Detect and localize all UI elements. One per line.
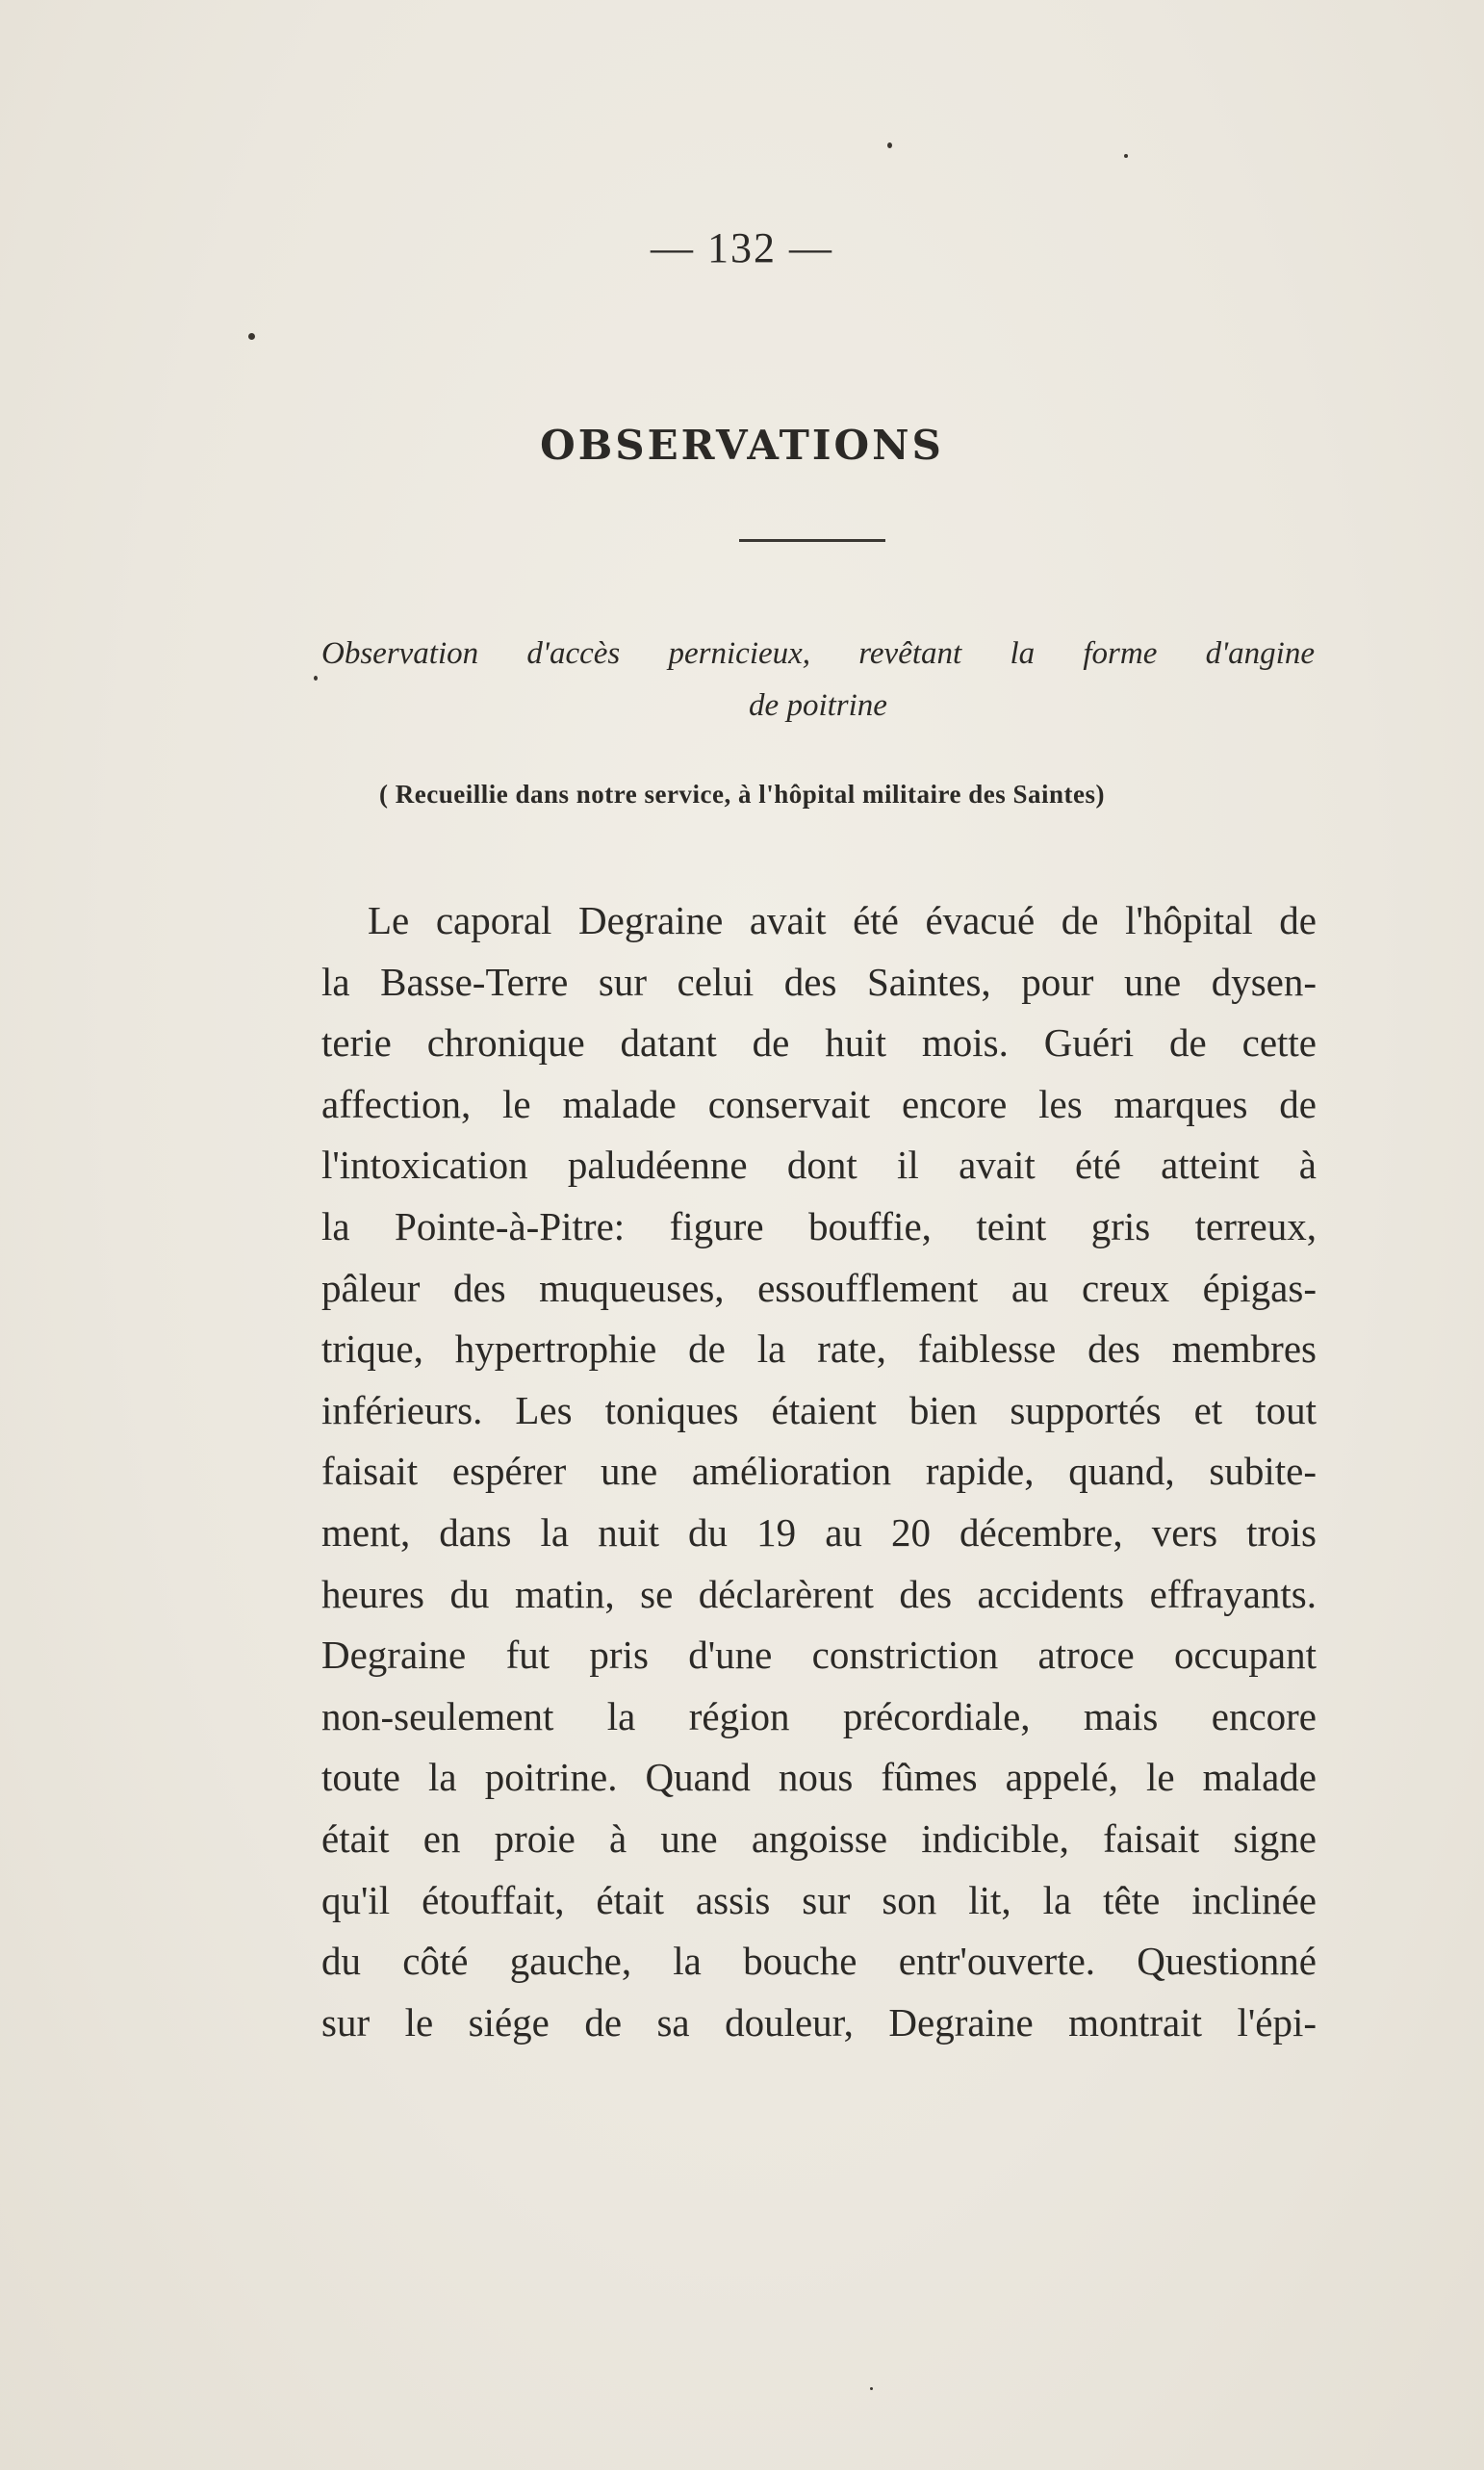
title-divider xyxy=(739,539,885,542)
observation-subtitle: ( Recueillie dans notre service, à l'hôpital militaire des Saintes) xyxy=(379,780,1105,809)
text-line: ment, dans la nuit du 19 au 20 décembre, vers trois xyxy=(321,1509,1317,1555)
body-paragraph xyxy=(321,890,1317,2053)
page-number: — 132 — xyxy=(651,224,833,271)
text-line: trique, hypertrophie de la rate, faiblesse des membres xyxy=(321,1326,1317,1372)
text-line: affection, le malade conservait encore les marques de xyxy=(321,1081,1317,1126)
text-line: la Pointe-à-Pitre: figure bouffie, teint gris terreux, xyxy=(321,1203,1317,1248)
observation-title-line-1: Observation d'accès pernicieux, revêtant la forme d'angine xyxy=(321,636,1315,671)
observation-title xyxy=(321,628,1315,732)
text-line: Le caporal Degraine avait été évacué de l'hôpital de xyxy=(368,898,1317,942)
observation-title-line-2: de poitrine xyxy=(749,688,887,723)
text-line: inférieurs. Les toniques étaient bien supportés et tout xyxy=(321,1387,1317,1432)
text-line: était en proie à une angoisse indicible, faisait signe xyxy=(321,1815,1317,1861)
text-line: Degraine fut pris d'une constriction atroce occupant xyxy=(321,1633,1317,1678)
text-line: sur le siége de sa douleur, Degraine montrait l'épi- xyxy=(321,1999,1317,2045)
text-line: faisait espérer une amélioration rapide, quand, subite- xyxy=(321,1449,1317,1494)
text-line: terie chronique datant de huit mois. Guéri de cette xyxy=(321,1020,1317,1066)
text-line: pâleur des muqueuses, essoufflement au creux épigas- xyxy=(321,1265,1317,1310)
text-line: l'intoxication paludéenne dont il avait été atteint à xyxy=(321,1143,1317,1188)
text-line: toute la poitrine. Quand nous fûmes appelé, le malade xyxy=(321,1755,1317,1800)
text-line: non-seulement la région précordiale, mais encore xyxy=(321,1693,1317,1738)
text-line: la Basse-Terre sur celui des Saintes, pour une dysen- xyxy=(321,959,1317,1004)
text-line: du côté gauche, la bouche entr'ouverte. Questionné xyxy=(321,1939,1317,1984)
text-line: heures du matin, se déclarèrent des accidents effrayants. xyxy=(321,1571,1317,1616)
section-title: OBSERVATIONS xyxy=(540,422,944,469)
text-line: qu'il étouffait, était assis sur son lit, la tête inclinée xyxy=(321,1877,1317,1922)
